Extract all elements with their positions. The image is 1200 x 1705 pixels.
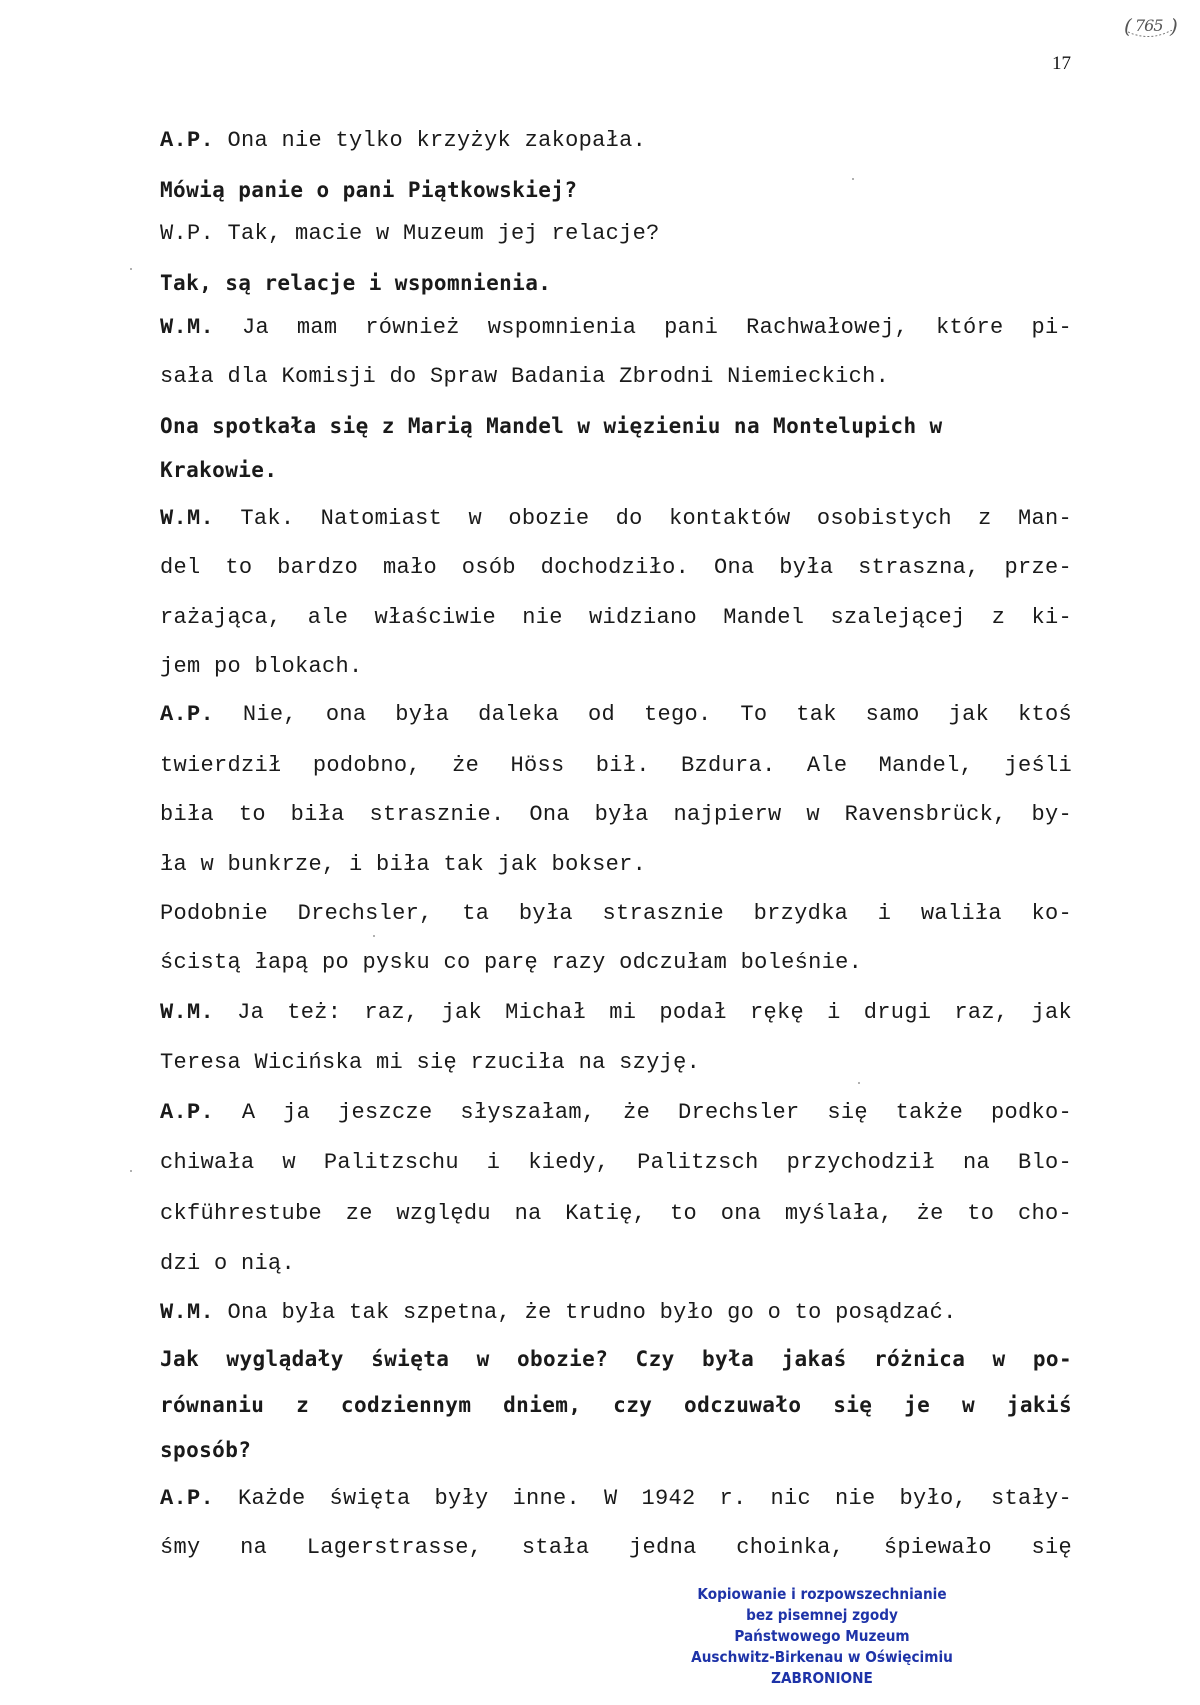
answer-text: Ona nie tylko krzyżyk zakopała. — [214, 128, 647, 153]
stamp-line: Państwowego Muzeum — [734, 1627, 910, 1645]
answer-text: Nie, ona była daleka od tego. To tak samo jak ktoś — [214, 702, 1072, 727]
answer-line: śmy na Lagerstrasse, stała jedna choinka, śpiewało się — [160, 1535, 1072, 1560]
answer-text: A ja jeszcze słyszałam, że Drechsler się także podko- — [214, 1100, 1072, 1125]
interviewer-question-line: Krakowie. — [160, 458, 278, 482]
answer-line: sała dla Komisji do Spraw Badania Zbrodni Niemieckich. — [160, 364, 890, 389]
answer-line: jem po blokach. — [160, 654, 363, 679]
answer-line: rażająca, ale właściwie nie widziano Mandel szalejącej z ki- — [160, 605, 1072, 630]
answer-text: Ona była tak szpetna, że trudno było go o to posądzać. — [214, 1300, 957, 1325]
speaker-initials: A.P. — [160, 128, 215, 153]
answer-line: W.P. Tak, macie w Muzeum jej relacje? — [160, 221, 660, 246]
answer-line: Teresa Wicińska mi się rzuciła na szyję. — [160, 1050, 701, 1075]
answer-line — [160, 1484, 1072, 1514]
answer-line — [160, 313, 1072, 343]
interviewer-question-line: sposób? — [160, 1438, 252, 1462]
speaker-initials: W.M. — [160, 315, 215, 340]
answer-line: chiwała w Palitzschu i kiedy, Palitzsch przychodził na Blo- — [160, 1150, 1072, 1175]
stamp-line: Auschwitz-Birkenau w Oświęcimiu — [691, 1648, 953, 1666]
speaker-initials: W.M. — [160, 1000, 215, 1025]
copyright-stamp — [690, 1584, 954, 1689]
archive-number-handwritten: ( 765 ) — [1124, 14, 1178, 38]
answer-line — [160, 126, 1072, 156]
interviewer-question-line: Mówią panie o pani Piątkowskiej? — [160, 178, 578, 202]
answer-line: biła to biła strasznie. Ona była najpierw w Ravensbrück, by- — [160, 802, 1072, 827]
answer-text: Ja mam również wspomnienia pani Rachwałowej, które pi- — [214, 315, 1072, 340]
speaker-initials: A.P. — [160, 702, 215, 727]
scan-speck — [130, 1170, 132, 1172]
interviewer-question-line: Jak wyglądały święta w obozie? Czy była jakaś różnica w po- — [160, 1347, 1072, 1371]
speaker-initials: W.M. — [160, 506, 215, 531]
interviewer-question-line: Tak, są relacje i wspomnienia. — [160, 271, 552, 295]
page-number: 17 — [1052, 53, 1071, 74]
answer-line — [160, 700, 1072, 730]
answer-line: twierdził podobno, że Höss bił. Bzdura. Ale Mandel, jeśli — [160, 753, 1072, 778]
answer-line — [160, 504, 1072, 534]
answer-text: Ja też: raz, jak Michał mi podał rękę i drugi raz, jak — [214, 1000, 1072, 1025]
interviewer-question-line: równaniu z codziennym dniem, czy odczuwało się je w jakiś — [160, 1393, 1072, 1417]
answer-text: Każde święta były inne. W 1942 r. nic nie było, stały- — [214, 1486, 1072, 1511]
interviewer-question-line: Ona spotkała się z Marią Mandel w więzieniu na Montelupich w — [160, 414, 943, 438]
answer-line: del to bardzo mało osób dochodziło. Ona była straszna, prze- — [160, 555, 1072, 580]
answer-line: dzi o nią. — [160, 1251, 296, 1276]
archive-number-value: 765 — [1135, 16, 1163, 35]
answer-line — [160, 1098, 1072, 1128]
stamp-line: ZABRONIONE — [771, 1669, 873, 1687]
speaker-initials: A.P. — [160, 1486, 215, 1511]
answer-line: ła w bunkrze, i biła tak jak bokser. — [160, 852, 647, 877]
stamp-line: bez pisemnej zgody — [746, 1606, 898, 1624]
scan-speck — [130, 268, 132, 270]
archive-number-underline — [1128, 30, 1172, 40]
stamp-line: Kopiowanie i rozpowszechnianie — [697, 1585, 947, 1603]
scan-speck — [852, 178, 854, 180]
answer-line — [160, 998, 1072, 1028]
answer-line: ckführestube ze względu na Katię, to ona myślała, że to cho- — [160, 1201, 1072, 1226]
speaker-initials: A.P. — [160, 1100, 215, 1125]
speaker-initials: W.M. — [160, 1300, 215, 1325]
answer-text: Tak. Natomiast w obozie do kontaktów osobistych z Man- — [214, 506, 1072, 531]
scan-speck — [373, 935, 375, 937]
answer-line: Podobnie Drechsler, ta była strasznie brzydka i waliła ko- — [160, 901, 1072, 926]
answer-line — [160, 1298, 1072, 1328]
scan-speck — [858, 1082, 860, 1084]
answer-line: ścistą łapą po pysku co parę razy odczułam boleśnie. — [160, 950, 863, 975]
